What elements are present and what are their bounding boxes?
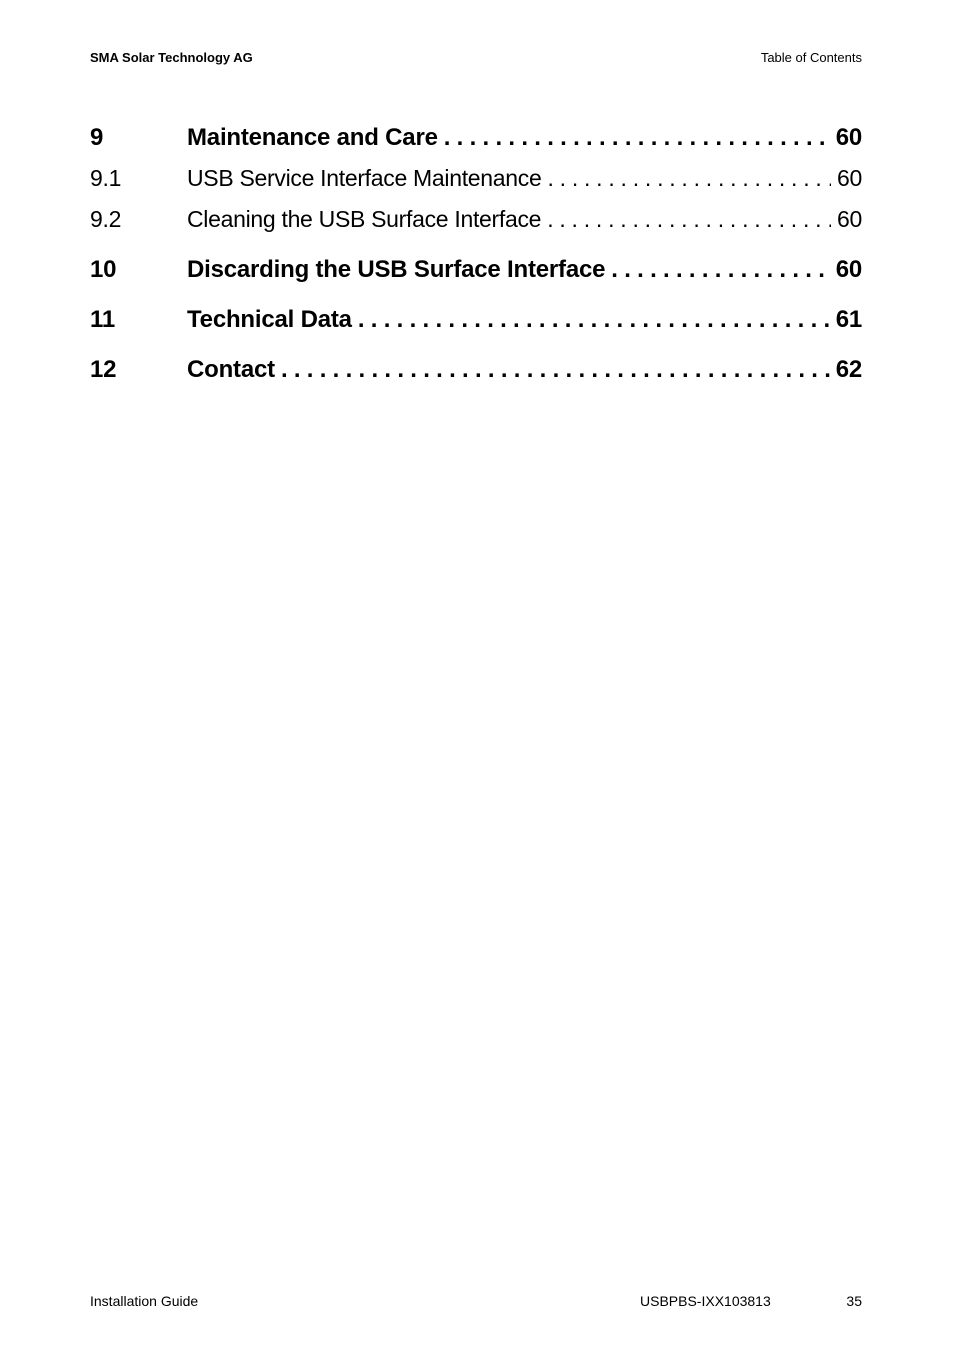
toc-entry-page: 60 <box>835 124 862 151</box>
dot-leader <box>547 206 831 233</box>
toc-entry-9[interactable] <box>90 124 862 156</box>
toc-entry-9-1[interactable] <box>90 165 862 197</box>
toc-entry-page: 60 <box>835 256 862 283</box>
toc-entry-title: USB Service Interface Maintenance <box>187 165 542 191</box>
toc-entry-title: Contact <box>187 356 275 383</box>
dot-leader <box>547 165 831 192</box>
header-company: SMA Solar Technology AG <box>90 50 253 65</box>
toc-entry-number: 11 <box>90 306 115 333</box>
toc-entry-page: 62 <box>835 356 862 383</box>
toc-entry-number: 9 <box>90 124 104 151</box>
toc-entry-12[interactable] <box>90 356 862 388</box>
header-section-title: Table of Contents <box>760 50 862 65</box>
toc-entry-11[interactable] <box>90 306 862 338</box>
toc-entry-page: 60 <box>837 165 862 191</box>
dot-leader <box>444 124 830 152</box>
toc-entry-title: Cleaning the USB Surface Interface <box>187 206 542 232</box>
dot-leader <box>358 306 830 334</box>
footer-doc-code: USBPBS-IXX103813 <box>640 1293 771 1309</box>
toc-entry-number: 9.2 <box>90 206 122 232</box>
toc-entry-title: Technical Data <box>187 306 352 333</box>
toc-entry-title: Discarding the USB Surface Interface <box>187 256 606 283</box>
toc-entry-page: 60 <box>837 206 862 232</box>
dot-leader <box>611 256 829 284</box>
toc-entry-number: 10 <box>90 256 117 283</box>
toc-entry-title: Maintenance and Care <box>187 124 438 151</box>
dot-leader <box>281 356 830 384</box>
toc-entry-number: 9.1 <box>90 165 122 191</box>
toc-entry-10[interactable] <box>90 256 862 288</box>
footer-page-number: 35 <box>846 1293 862 1309</box>
toc-entry-number: 12 <box>90 356 117 383</box>
footer-doc-type: Installation Guide <box>90 1293 199 1309</box>
toc-entry-9-2[interactable] <box>90 206 862 238</box>
toc-entry-page: 61 <box>835 306 862 333</box>
